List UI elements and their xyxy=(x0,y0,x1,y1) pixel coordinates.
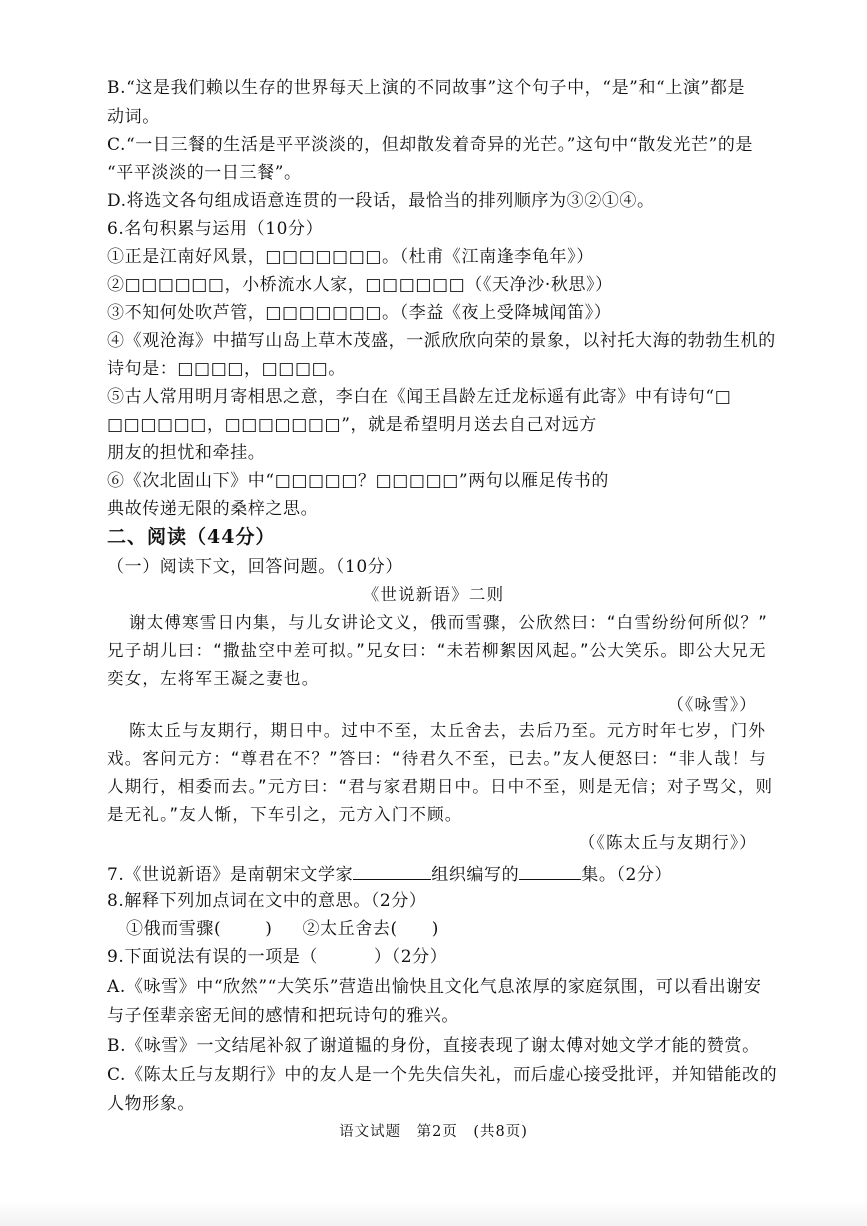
question-8-items xyxy=(126,917,439,941)
option-c-line-1: C.“一日三餐的生活是平平淡淡的，但却散发着奇异的光芒。”这句中“散发光芒”的是 xyxy=(107,135,754,155)
question-6-item-1: ①正是江南好风景，□□□□□□□。（杜甫《江南逢李龟年》） xyxy=(107,247,594,267)
question-6-item-2: ②□□□□□□，小桥流水人家，□□□□□□（《天净沙·秋思》） xyxy=(107,275,613,295)
question-6-item-4-line-2: 诗句是：□□□□，□□□□。 xyxy=(107,359,346,379)
question-9-text-b: ）（2分） xyxy=(374,947,448,967)
chen-taiqiu-line-1: 陈太丘与友期行，期日中。过中不至，太丘舍去，去后乃至。元方时年七岁，门外 xyxy=(129,721,767,740)
option-b-line-2: 动词。 xyxy=(107,107,160,127)
yongxue-line-2: 兄子胡儿曰：“撒盐空中差可拟。”兄女曰：“未若柳絮因风起。”公大笑乐。即公大兄无 xyxy=(107,641,767,660)
question-7-blank-genre[interactable] xyxy=(519,861,581,880)
question-8-title: 8.解释下列加点词在文中的意思。（2分） xyxy=(107,891,427,911)
question-6-item-6-line-2: 典故传递无限的桑梓之思。 xyxy=(107,499,319,519)
question-6-item-6-line-1: ⑥《次北固山下》中“□□□□□？□□□□□”两句以雁足传书的 xyxy=(107,471,610,491)
question-9 xyxy=(107,945,447,969)
passage-title: 《世说新语》二则 xyxy=(362,585,505,604)
question-6-item-3: ③不知何处吹芦管，□□□□□□□。（李益《夜上受降城闻笛》） xyxy=(107,303,612,323)
chen-taiqiu-line-4: 是无礼。”友人惭，下车引之，元方入门不顾。 xyxy=(107,805,463,824)
section-2-heading: 二、阅读（44分） xyxy=(107,526,276,548)
question-6-item-4-line-1: ④《观沧海》中描写山岛上草木茂盛，一派欣欣向荣的景象，以衬托大海的勃勃生机的 xyxy=(107,331,776,351)
question-8-item-1-close: ) xyxy=(265,919,273,939)
question-8-item-2-close: ) xyxy=(431,919,439,939)
question-7-text-a: 7.《世说新语》是南朝宋文学家 xyxy=(107,865,354,885)
question-6-item-5-line-1: ⑤古人常用明月寄相思之意，李白在《闻王昌龄左迁龙标遥有此寄》中有诗句“□ xyxy=(107,387,732,407)
scan-edge-shade xyxy=(0,1200,867,1226)
question-7-text-c: 集。（2分） xyxy=(581,865,673,885)
yongxue-line-3: 奕女，左将军王凝之妻也。 xyxy=(107,669,320,688)
question-6-title: 6.名句积累与运用（10分） xyxy=(107,219,324,239)
question-8-item-2: ②太丘舍去( xyxy=(302,919,398,939)
question-9-option-c-line-2: 人物形象。 xyxy=(107,1094,195,1114)
question-6-item-5-line-2: □□□□□□，□□□□□□□”，就是希望明月送去自己对远方 xyxy=(107,415,597,435)
question-9-text-a: 9.下面说法有误的一项是（ xyxy=(107,947,319,967)
question-9-option-a-line-1: A.《咏雪》中“欣然”“大笑乐”营造出愉快且文化气息浓厚的家庭氛围，可以看出谢安 xyxy=(107,977,762,997)
chen-taiqiu-source: （《陈太丘与友期行》） xyxy=(578,833,757,852)
page-footer: 语文试题 第2页 (共8页) xyxy=(339,1124,528,1140)
question-7-text-b: 组织编写的 xyxy=(431,865,520,885)
question-9-option-b: B.《咏雪》一文结尾补叙了谢道韫的身份，直接表现了谢太傅对她文学才能的赞赏。 xyxy=(107,1036,760,1056)
question-9-option-a-line-2: 与子侄辈亲密无间的感情和把玩诗句的雅兴。 xyxy=(107,1006,459,1026)
question-7-blank-author[interactable] xyxy=(353,861,431,880)
chen-taiqiu-line-3: 人期行，相委而去。”元方曰：“君与家君期日中。日中不至，则是无信；对子骂父，则 xyxy=(107,777,774,796)
option-c-line-2: “平平淡淡的一日三餐”。 xyxy=(107,163,302,183)
yongxue-line-1: 谢太傅寒雪日内集，与儿女讲论文义，俄而雪骤，公欣然曰：“白雪纷纷何所似？” xyxy=(129,613,768,632)
question-8-item-1: ①俄而雪骤( xyxy=(126,919,222,939)
chen-taiqiu-line-2: 戏。客问元方：“尊君在不？”答曰：“待君久不至，已去。”友人便怒曰：“非人哉！与 xyxy=(107,749,767,768)
question-9-option-c-line-1: C.《陈太丘与友期行》中的友人是一个先失信失礼，而后虚心接受批评，并知错能改的 xyxy=(107,1065,778,1085)
part-1-instructions: （一）阅读下文，回答问题。（10分） xyxy=(107,557,403,577)
question-6-item-5-line-3: 朋友的担忧和牵挂。 xyxy=(107,443,266,463)
question-7 xyxy=(107,861,672,887)
yongxue-source: （《咏雪》） xyxy=(667,695,757,714)
option-b-line-1: B.“这是我们赖以生存的世界每天上演的不同故事”这个句子中，“是”和“上演”都是 xyxy=(107,78,746,98)
option-d-line: D.将选文各句组成语意连贯的一段话，最恰当的排列顺序为③②①④。 xyxy=(107,191,655,211)
